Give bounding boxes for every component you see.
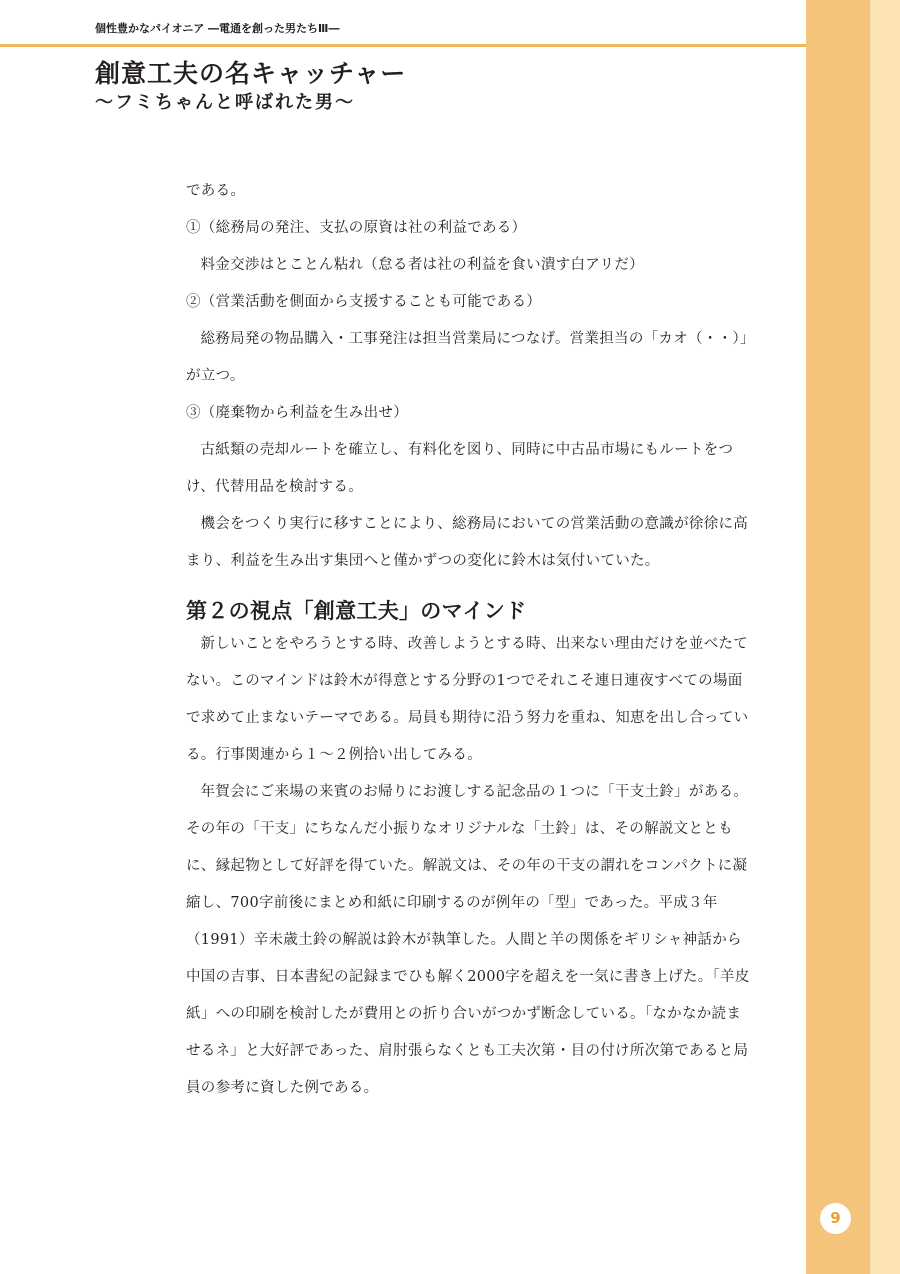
point2-text: 総務局発の物品購入・工事発注は担当営業局につなげ。営業担当の「カオ（・・）」が立つ。 [186, 331, 748, 384]
point1-text: 料金交渉はとことん粘れ（怠る者は社の利益を食い潰す白アリだ） [200, 257, 644, 273]
article-body [186, 173, 751, 1107]
running-header: 個性豊かなパイオニア ―電通を創った男たちⅢ― [95, 22, 340, 35]
header-rule [0, 44, 806, 47]
page-number: 9 [820, 1203, 851, 1234]
section2-paragraph-2: 年賀会にご来場の来賓のお帰りにお渡しする記念品の１つに「干支土鈴」がある。その年の「干支」にちなんだ小振りなオリジナルな「土鈴」は、その解説文とともに、縁起物として好評を得ていた。解説文は、その年の干支の謂れをコンパクトに凝縮し、700字前後にまとめ和紙に印刷するのが例年の「型」であった。平成３年（1991）辛未歳土鈴の解説は鈴木が執筆した。人間と羊の関係をギリシャ神話から中国の吉事、日本書紀の記録までひも解く2000字を超えを一気に書き上げた。「羊皮紙」への印刷を検討したが費用との折り合いがつかず断念している。「なかなか読ませるネ」と大好評であった、肩肘張らなくとも工夫次第・目の付け所次第であると局員の参考に資した例である。 [186, 784, 750, 1096]
point3-heading: ③（廃棄物から利益を生み出せ） [186, 405, 408, 421]
page-subtitle: ～フミちゃんと呼ばれた男～ [95, 92, 355, 113]
page-title: 創意工夫の名キャッチャー [95, 59, 407, 88]
point1-heading: ①（総務局の発注、支払の原資は社の利益である） [186, 220, 527, 236]
section-spacer [186, 580, 751, 596]
intro-tail: である。 [186, 183, 246, 199]
side-stripe-inner [870, 0, 900, 1274]
side-stripe-outer [806, 0, 870, 1274]
point3-text: 古紙類の売却ルートを確立し、有料化を図り、同時に中古品市場にもルートをつけ、代替用品を検討する。 [186, 442, 734, 495]
section2-paragraph-1: 新しいことをやろうとする時、改善しようとする時、出来ない理由だけを並べたてない。このマインドは鈴木が得意とする分野の1つでそれこそ連日連夜すべての場面で求めて止まないテーマである。局員も期待に沿う努力を重ね、知恵を出し合っている。行事関連から１～２例拾い出してみる。 [186, 636, 749, 763]
point2-heading: ②（営業活動を側面から支援することも可能である） [186, 294, 542, 310]
closing-paragraph: 機会をつくり実行に移すことにより、総務局においての営業活動の意識が徐徐に高まり、利益を生み出す集団へと僅かずつの変化に鈴木は気付いていた。 [186, 516, 749, 569]
section2-heading: 第２の視点「創意工夫」のマインド [186, 598, 527, 623]
